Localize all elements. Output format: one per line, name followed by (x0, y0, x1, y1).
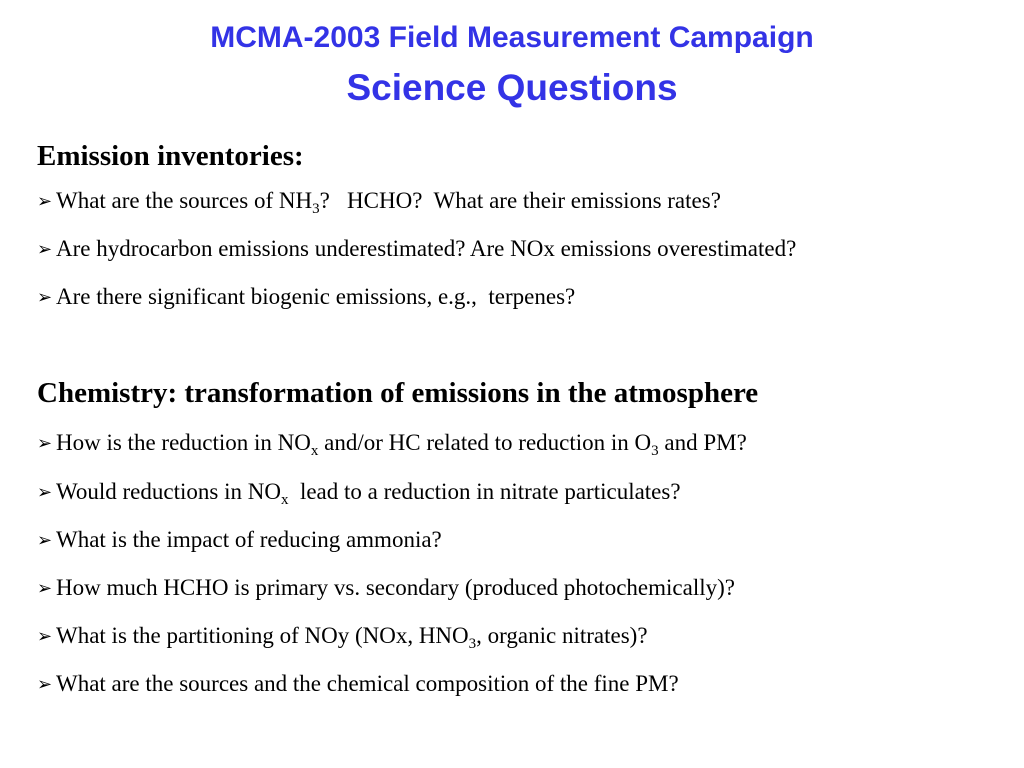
arrow-bullet-icon: ➢ (37, 287, 53, 307)
list-item: ➢ Are there significant biogenic emissions, e.g., terpenes? (37, 282, 575, 312)
arrow-bullet-icon: ➢ (37, 674, 53, 694)
list-item: ➢ What is the impact of reducing ammonia? (37, 525, 442, 555)
list-item: ➢ How is the reduction in $NO_x$ and/or HC related to reduction in $O_3$ and PM? (37, 430, 747, 459)
arrow-bullet-icon: ➢ (37, 191, 53, 211)
arrow-bullet-icon: ➢ (37, 239, 53, 259)
arrow-bullet-icon: ➢ (37, 433, 53, 453)
section-heading-chemistry: Chemistry: transformation of emissions in the atmosphere (37, 377, 759, 409)
slide-subtitle: Science Questions (346, 67, 678, 108)
list-item: ➢ How much HCHO is primary vs. secondary (produced photochemically)? (37, 573, 735, 603)
arrow-bullet-icon: ➢ (37, 626, 53, 646)
list-item: ➢ Are hydrocarbon emissions underestimated? Are NOx emissions overestimated? (37, 234, 796, 264)
list-item: ➢ What are the sources and the chemical composition of the fine PM? (37, 669, 679, 699)
arrow-bullet-icon: ➢ (37, 578, 53, 598)
section-heading-emission-inventories: Emission inventories: (37, 140, 304, 172)
list-item: ➢ Would reductions in $NO_x$ lead to a reduction in nitrate particulates? (37, 479, 681, 508)
slide-title: MCMA-2003 Field Measurement Campaign (210, 21, 814, 54)
arrow-bullet-icon: ➢ (37, 530, 53, 550)
arrow-bullet-icon: ➢ (37, 482, 53, 502)
list-item: ➢ What are the sources of $NH_3$? HCHO? What are their emissions rates? (37, 188, 721, 217)
list-item: ➢ What is the partitioning of NOy (NOx, $HNO_3$, organic nitrates)? (37, 623, 648, 652)
